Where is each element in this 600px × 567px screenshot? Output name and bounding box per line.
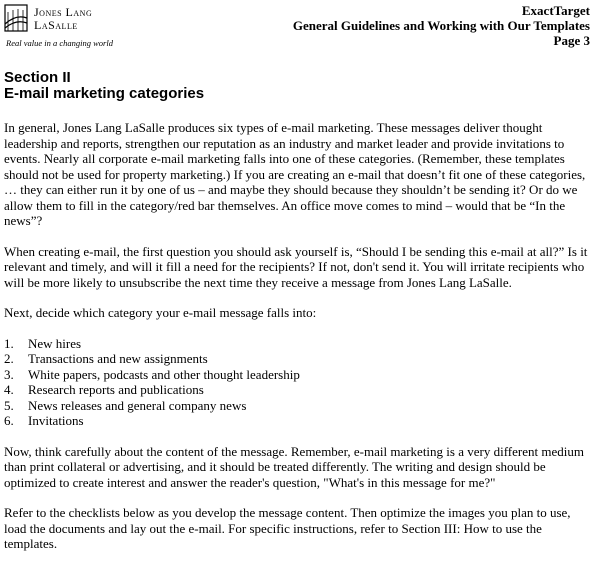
list-item-label: Transactions and new assignments <box>28 351 208 366</box>
paragraph-first-question: When creating e-mail, the first question you should ask yourself is, “Should I be sending this e-mail at all?” Is it relevant and timely, and will it fill a need for the recipients? If not, don't send it. You will irritate recipients who will be more likely to unsubscribe the next time they receive a message from Jones Lang LaSalle. <box>4 243 588 290</box>
list-item-number: 4. <box>4 382 14 397</box>
section-title: E-mail marketing categories <box>4 85 205 102</box>
list-item <box>4 398 596 414</box>
list-item <box>4 351 596 367</box>
list-item-number: 2. <box>4 351 14 366</box>
header-document-title: General Guidelines and Working with Our Templates <box>292 18 590 33</box>
list-item <box>4 367 596 383</box>
logo-name-line1: Jones Lang <box>34 5 93 19</box>
paragraph-content-advice: Now, think carefully about the content of the message. Remember, e-mail marketing is a very different medium than print collateral or advertising, and it should be treated differently. The writing and design should be optimized to create interest and answer the reader's question, "What's in this message for me?" <box>4 443 584 490</box>
list-item <box>4 413 596 429</box>
list-item-label: Invitations <box>28 413 84 428</box>
list-item <box>4 382 596 398</box>
paragraph-checklists: Refer to the checklists below as you develop the message content. Then optimize the images you plan to use, load the documents and lay out the e-mail. For specific instructions, refer to Section III: How to use the templates. <box>4 505 571 551</box>
list-item-number: 5. <box>4 397 14 413</box>
section-number: Section II <box>4 69 71 86</box>
paragraph-decide-category: Next, decide which category your e-mail message falls into: <box>4 305 317 320</box>
header-product: ExactTarget <box>521 3 590 18</box>
list-item-label: White papers, podcasts and other thought leadership <box>28 366 300 382</box>
header-page-number: Page 3 <box>553 33 590 48</box>
document-body <box>4 120 596 567</box>
list-item-number: 3. <box>4 366 14 382</box>
list-item-number: 1. <box>4 335 14 351</box>
category-list <box>4 336 596 429</box>
list-item-label: New hires <box>28 335 82 351</box>
list-item-label: News releases and general company news <box>28 397 247 413</box>
paragraph-intro: In general, Jones Lang LaSalle produces six types of e-mail marketing. These messages deliver thought leadership and reports, strengthen our reputation as an industry and market leader and provide invitations to events. Nearly all corporate e-mail marketing falls into one of these categories. (Remember, these templates should not be used for property marketing.) If you are creating an e-mail that doesn’t fit one of these categories, … they can either run it by one of us – and maybe they should because they shouldn’t be sending it? Or do we allow them to fill in the category/red bar themselves. An office move comes to mind – would that be “In the news”? <box>4 120 586 228</box>
page-header <box>293 3 590 48</box>
list-item <box>4 336 596 352</box>
logo-name <box>34 6 92 32</box>
logo-tagline: Real value in a changing world <box>6 38 113 48</box>
section-heading <box>4 70 204 102</box>
logo-mark-icon <box>4 4 30 34</box>
list-item-label: Research reports and publications <box>28 382 204 397</box>
company-logo <box>4 4 134 50</box>
logo-name-line2: LaSalle <box>34 18 78 32</box>
list-item-number: 6. <box>4 413 14 428</box>
